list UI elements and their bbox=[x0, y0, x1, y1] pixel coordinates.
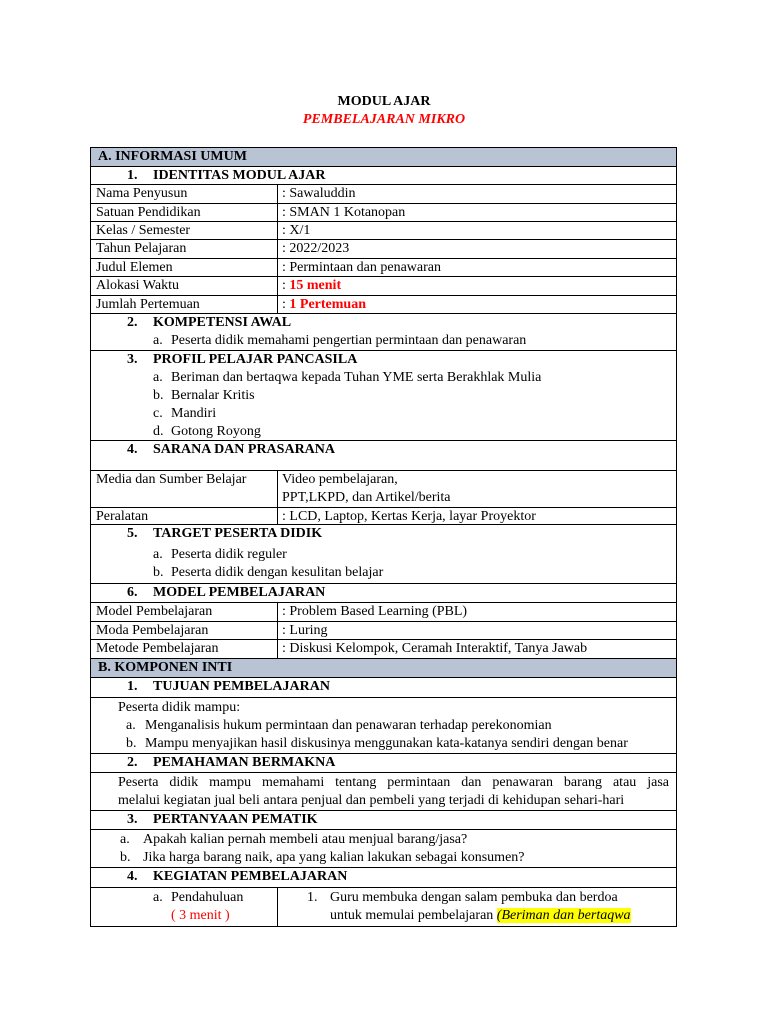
table-row: Model Pembelajaran : Problem Based Learning (PBL) bbox=[91, 603, 676, 622]
table-row-alokasi: Alokasi Waktu : 15 menit bbox=[91, 277, 676, 296]
kegiatan-row: a. Pendahuluan ( 3 menit ) 1. Guru membuka dengan salam pembuka dan berdoa untuk memulai pembelajaran (Beriman dan bertaqwa bbox=[91, 888, 676, 926]
table-row: Tahun Pelajaran : 2022/2023 bbox=[91, 240, 676, 259]
module-table bbox=[90, 147, 677, 927]
section-identitas-header: 1. IDENTITAS MODUL AJAR bbox=[91, 167, 676, 185]
tujuan-list: Peserta didik mampu: a. Menganalisis hukum permintaan dan penawaran terhadap perekonomian b. Mampu menyajikan hasil diskusinya menggunakan kata-katanya sendiri dengan benar bbox=[91, 698, 676, 754]
section-target-header: 5. TARGET PESERTA DIDIK bbox=[127, 526, 323, 541]
table-row: Satuan Pendidikan : SMAN 1 Kotanopan bbox=[91, 204, 676, 222]
target-list: a. Peserta didik reguler b. Peserta didik dengan kesulitan belajar bbox=[91, 544, 676, 584]
table-row-pertemuan: Jumlah Pertemuan : 1 Pertemuan bbox=[91, 296, 676, 314]
list-item: a. Peserta didik memahami pengertian permintaan dan penawaran bbox=[91, 332, 676, 351]
document-subtitle: PEMBELAJARAN MIKRO bbox=[302, 112, 466, 127]
table-row: Nama Penyusun : Sawaluddin bbox=[91, 185, 676, 204]
table-row: Metode Pembelajaran : Diskusi Kelompok, Ceramah Interaktif, Tanya Jawab bbox=[91, 640, 676, 659]
section-profil-header: 3. PROFIL PELAJAR PANCASILA bbox=[127, 352, 358, 367]
table-row: Kelas / Semester : X/1 bbox=[91, 222, 676, 240]
pematik-list: a. Apakah kalian pernah membeli atau menjual barang/jasa? b. Jika harga barang naik, apa yang kalian lakukan sebagai konsumen? bbox=[91, 830, 676, 868]
section-tujuan-header: 1. TUJUAN PEMBELAJARAN bbox=[91, 678, 676, 698]
table-row: Judul Elemen : Permintaan dan penawaran bbox=[91, 259, 676, 277]
section-kegiatan-header: 4. KEGIATAN PEMBELAJARAN bbox=[91, 868, 676, 888]
section-sarana-header: 4. SARANA DAN PRASARANA bbox=[91, 441, 676, 471]
table-row-peralatan: Peralatan : LCD, Laptop, Kertas Kerja, layar Proyektor bbox=[91, 508, 676, 525]
pemahaman-text: Peserta didik mampu memahami tentang permintaan dan penawaran barang atau jasa melalui kegiatan jual beli antara penjual dan pembeli yang terjadi di kehidupan sehari-hari bbox=[91, 773, 676, 811]
profil-list: a. Beriman dan bertaqwa kepada Tuhan YME serta Berakhlak Mulia b. Bernalar Kritis c. Mandiri d. Gotong Royong bbox=[91, 369, 676, 441]
document-title: MODUL AJAR bbox=[337, 94, 431, 109]
section-b-header: B. KOMPONEN INTI bbox=[91, 659, 676, 678]
section-pemahaman-header: 2. PEMAHAMAN BERMAKNA bbox=[91, 754, 676, 773]
section-model-header: 6. MODEL PEMBELAJARAN bbox=[91, 584, 676, 603]
section-a-header: A. INFORMASI UMUM bbox=[91, 148, 676, 167]
section-pematik-header: 3. PERTANYAAN PEMATIK bbox=[91, 811, 676, 830]
table-row-media: Media dan Sumber Belajar Video pembelajaran, PPT,LKPD, dan Artikel/berita bbox=[91, 471, 676, 508]
table-row: Moda Pembelajaran : Luring bbox=[91, 622, 676, 640]
section-kompetensi-header: 2. KOMPETENSI AWAL bbox=[127, 315, 292, 330]
